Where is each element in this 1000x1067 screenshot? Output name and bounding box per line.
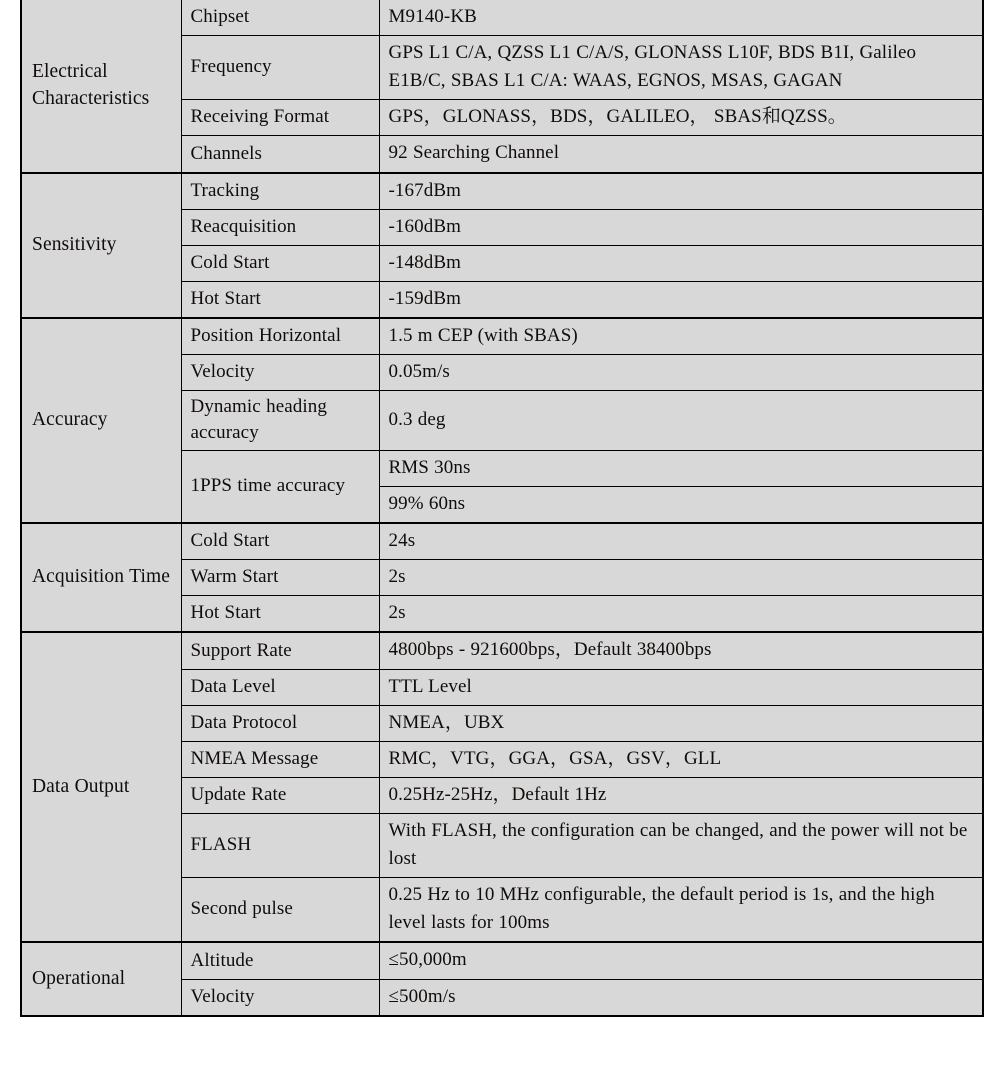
param-value-tracking: -167dBm [379, 173, 983, 210]
param-value-receiving-format: GPS，GLONASS，BDS，GALILEO， SBAS和QZSS。 [379, 100, 983, 136]
param-name-accuracy-velocity: Velocity [181, 355, 379, 391]
param-value-flash: With FLASH, the configuration can be changed, and the power will not be lost [379, 813, 983, 877]
param-value-channels: 92 Searching Channel [379, 136, 983, 173]
param-value-nmea-message: RMC，VTG，GGA，GSA，GSV，GLL [379, 741, 983, 777]
param-name-reacquisition: Reacquisition [181, 209, 379, 245]
param-value-data-protocol: NMEA，UBX [379, 705, 983, 741]
group-label-accuracy: Accuracy [21, 318, 181, 523]
param-value-update-rate: 0.25Hz-25Hz，Default 1Hz [379, 777, 983, 813]
param-value-dynamic-heading-accuracy: 0.3 deg [379, 391, 983, 451]
group-label-electrical-characteristics: Electrical Characteristics [21, 0, 181, 173]
specification-table-container [20, 0, 982, 1017]
param-name-nmea-message: NMEA Message [181, 741, 379, 777]
param-name-second-pulse: Second pulse [181, 878, 379, 943]
param-value-operational-velocity: ≤500m/s [379, 979, 983, 1016]
param-value-acq-warm-start: 2s [379, 560, 983, 596]
param-value-accuracy-velocity: 0.05m/s [379, 355, 983, 391]
table-row [21, 942, 983, 979]
group-label-operational: Operational [21, 942, 181, 1015]
param-value-acq-hot-start: 2s [379, 596, 983, 633]
param-value-1pps-rms: RMS 30ns [379, 450, 983, 486]
param-name-sensitivity-hot-start: Hot Start [181, 281, 379, 318]
table-row [21, 632, 983, 669]
param-value-chipset: M9140-KB [379, 0, 983, 36]
table-row [21, 318, 983, 355]
param-name-support-rate: Support Rate [181, 632, 379, 669]
table-row [21, 523, 983, 560]
param-value-second-pulse: 0.25 Hz to 10 MHz configurable, the default period is 1s, and the high level lasts for 100ms [379, 878, 983, 943]
param-name-flash: FLASH [181, 813, 379, 877]
param-value-sensitivity-hot-start: -159dBm [379, 281, 983, 318]
param-name-acq-hot-start: Hot Start [181, 596, 379, 633]
param-value-altitude: ≤50,000m [379, 942, 983, 979]
param-value-reacquisition: -160dBm [379, 209, 983, 245]
param-name-channels: Channels [181, 136, 379, 173]
param-name-receiving-format: Receiving Format [181, 100, 379, 136]
param-value-frequency: GPS L1 C/A, QZSS L1 C/A/S, GLONASS L10F, BDS B1I, Galileo E1B/C, SBAS L1 C/A: WAAS, EGNOS, MSAS, GAGAN [379, 36, 983, 100]
param-value-acq-cold-start: 24s [379, 523, 983, 560]
param-value-data-level: TTL Level [379, 669, 983, 705]
param-name-sensitivity-cold-start: Cold Start [181, 245, 379, 281]
specification-table-body [21, 0, 983, 1016]
param-name-dynamic-heading-accuracy: Dynamic heading accuracy [181, 391, 379, 451]
group-label-sensitivity: Sensitivity [21, 173, 181, 318]
specification-table [20, 0, 984, 1017]
param-value-support-rate: 4800bps - 921600bps，Default 38400bps [379, 632, 983, 669]
param-name-position-horizontal: Position Horizontal [181, 318, 379, 355]
param-name-1pps-time-accuracy: 1PPS time accuracy [181, 450, 379, 523]
param-name-acq-warm-start: Warm Start [181, 560, 379, 596]
param-name-update-rate: Update Rate [181, 777, 379, 813]
param-value-position-horizontal: 1.5 m CEP (with SBAS) [379, 318, 983, 355]
param-name-tracking: Tracking [181, 173, 379, 210]
param-value-sensitivity-cold-start: -148dBm [379, 245, 983, 281]
group-label-data-output: Data Output [21, 632, 181, 942]
param-name-operational-velocity: Velocity [181, 979, 379, 1016]
param-name-data-level: Data Level [181, 669, 379, 705]
param-name-altitude: Altitude [181, 942, 379, 979]
param-name-frequency: Frequency [181, 36, 379, 100]
param-name-acq-cold-start: Cold Start [181, 523, 379, 560]
param-name-data-protocol: Data Protocol [181, 705, 379, 741]
table-row [21, 0, 983, 36]
param-name-chipset: Chipset [181, 0, 379, 36]
param-value-1pps-99pct: 99% 60ns [379, 486, 983, 523]
table-row [21, 173, 983, 210]
group-label-acquisition-time: Acquisition Time [21, 523, 181, 632]
